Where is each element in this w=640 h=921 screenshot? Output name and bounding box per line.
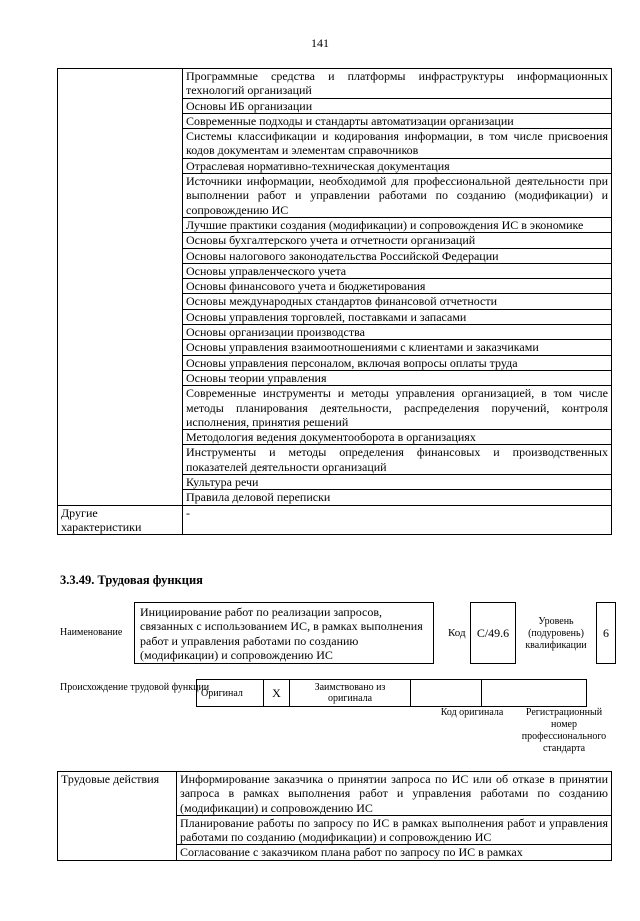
knowledge-item: Инструменты и методы определения финансовых и производственных показателей деятельности организаций xyxy=(183,445,612,475)
origin-label: Происхождение трудовой функции xyxy=(60,682,210,693)
borrowed-label: Заимствовано из оригинала xyxy=(290,680,411,707)
section-heading: 3.3.49. Трудовая функция xyxy=(60,573,203,587)
function-code-box: C/49.6 xyxy=(470,602,516,664)
knowledge-row xyxy=(58,69,612,99)
other-characteristics-row xyxy=(58,505,612,535)
code-label: Код xyxy=(448,627,466,639)
origin-table xyxy=(196,679,587,707)
knowledge-item: Правила деловой переписки xyxy=(183,490,612,505)
knowledge-item: Основы организации производства xyxy=(183,325,612,340)
knowledge-item: Основы теории управления xyxy=(183,370,612,385)
original-code-caption: Код оригинала xyxy=(440,707,504,718)
qualification-level-label: Уровень (подуровень) квалификации xyxy=(525,616,587,651)
function-name-box: Инициирование работ по реализации запросов, связанных с использованием ИС, в рамках выполнения работ и управления работами по созданию (модификации) и сопровождению ИС xyxy=(134,602,434,664)
knowledge-item: Основы управленческого учета xyxy=(183,263,612,278)
labor-actions-table xyxy=(57,771,612,861)
labor-action-item: Планирование работы по запросу по ИС в рамках выполнения работ и управления работами по созданию (модификации) и сопровождению ИС xyxy=(177,815,612,845)
knowledge-item: Источники информации, необходимой для профессиональной деятельности при выполнении работ и управлении работами по созданию (модификации) и сопровождению ИС xyxy=(183,174,612,218)
original-mark: X xyxy=(264,680,290,707)
knowledge-item: Основы управления взаимоотношениями с клиентами и заказчиками xyxy=(183,340,612,355)
page-number: 141 xyxy=(311,36,329,50)
labor-action-item: Согласование с заказчиком плана работ по запросу по ИС в рамках xyxy=(177,845,612,860)
labor-action-item: Информирование заказчика о принятии запроса по ИС или об отказе в принятии запроса в рамках выполнения работ и управления работами по созданию (модификации) и сопровождению ИС xyxy=(177,772,612,816)
other-characteristics-value: - xyxy=(183,505,612,535)
knowledge-item: Основы управления персоналом, включая вопросы оплаты труда xyxy=(183,355,612,370)
knowledge-item: Основы финансового учета и бюджетирования xyxy=(183,279,612,294)
qualification-level-box: 6 xyxy=(596,602,616,664)
knowledge-item: Современные инструменты и методы управления организацией, в том числе методы планирования деятельности, распределения поручений, контроля исполнения, принятия решений xyxy=(183,386,612,430)
labor-action-row xyxy=(58,772,612,816)
name-label: Наименование xyxy=(60,627,123,638)
knowledge-label-cell xyxy=(58,69,183,506)
knowledge-item: Лучшие практики создания (модификации) и сопровождения ИС в экономике xyxy=(183,217,612,232)
knowledge-item: Основы управления торговлей, поставками и запасами xyxy=(183,309,612,324)
knowledge-item: Основы ИБ организации xyxy=(183,98,612,113)
knowledge-item: Основы международных стандартов финансовой отчетности xyxy=(183,294,612,309)
knowledge-item: Культура речи xyxy=(183,475,612,490)
original-label: Оригинал xyxy=(197,680,264,707)
registration-number-cell xyxy=(482,680,587,707)
original-code-cell xyxy=(411,680,482,707)
registration-number-caption: Регистрационный номер профессионального стандарта xyxy=(521,707,607,754)
knowledge-item: Методология ведения документооборота в организациях xyxy=(183,430,612,445)
knowledge-item: Программные средства и платформы инфраструктуры информационных технологий организаций xyxy=(183,69,612,99)
labor-actions-label: Трудовые действия xyxy=(58,772,177,861)
knowledge-item: Современные подходы и стандарты автоматизации организации xyxy=(183,113,612,128)
knowledge-item: Основы бухгалтерского учета и отчетности организаций xyxy=(183,233,612,248)
other-characteristics-label: Другие характеристики xyxy=(58,505,183,535)
knowledge-item: Системы классификации и кодирования информации, в том числе присвоения кодов документам и элементам справочников xyxy=(183,129,612,159)
knowledge-item: Основы налогового законодательства Российской Федерации xyxy=(183,248,612,263)
knowledge-table xyxy=(57,68,612,535)
knowledge-item: Отраслевая нормативно-техническая документация xyxy=(183,158,612,173)
